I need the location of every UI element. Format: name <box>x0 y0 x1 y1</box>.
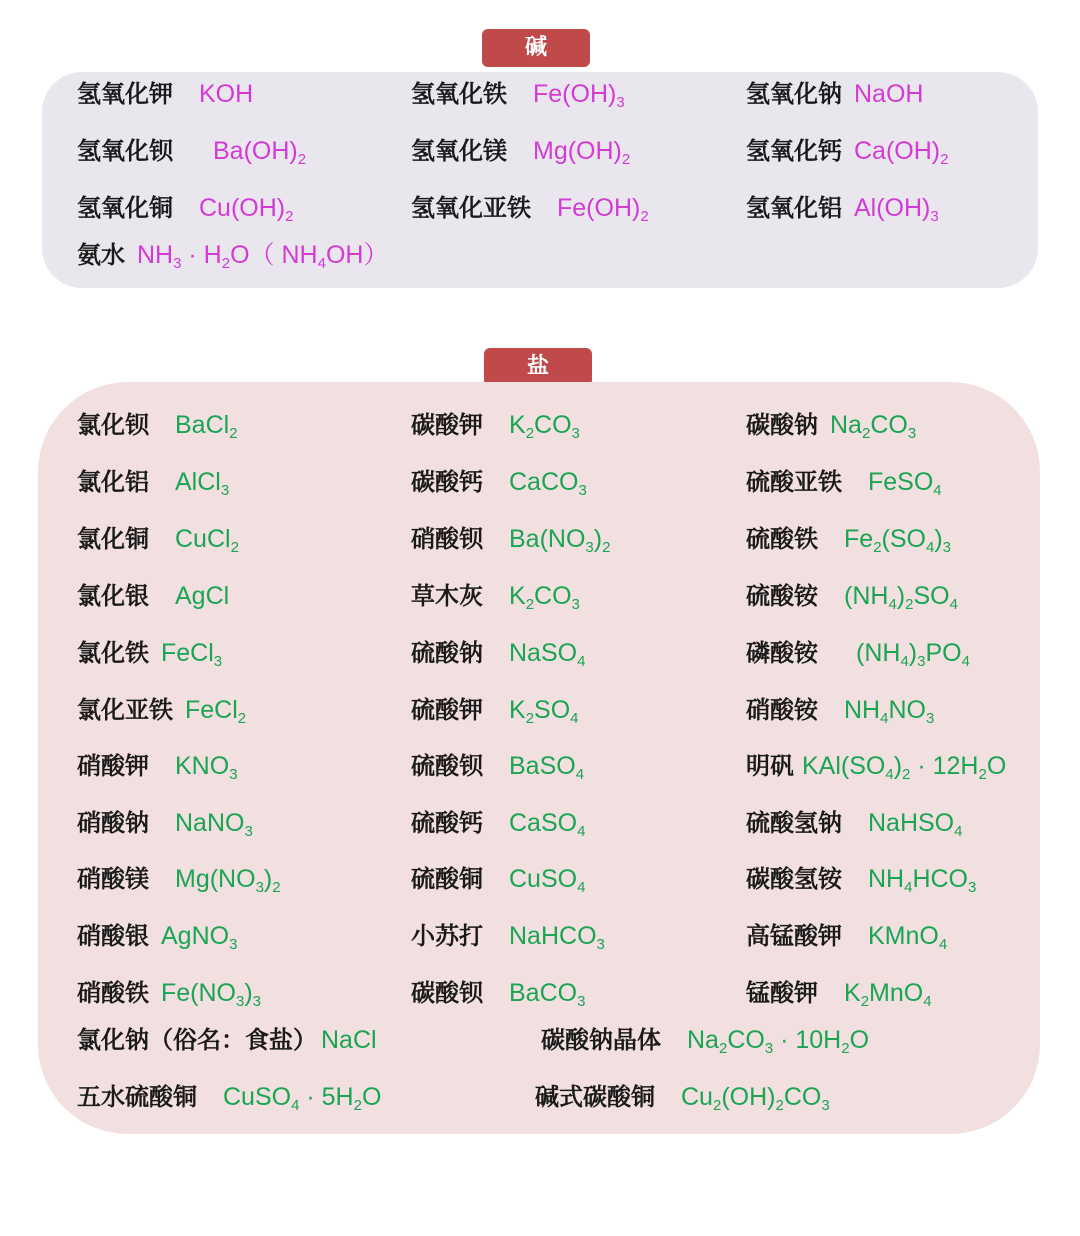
formula-text: O（ NH <box>230 241 318 269</box>
formula-text: NaHSO <box>868 809 955 837</box>
formula-text: Fe <box>844 525 874 553</box>
formula-text: MnO <box>869 979 924 1007</box>
formula-subscript: 4 <box>904 879 913 896</box>
formula-text: K <box>509 582 526 610</box>
salts-entry <box>411 638 585 668</box>
formula-subscript: 4 <box>961 653 970 670</box>
chemical-formula <box>509 525 611 556</box>
compound-name: 硝酸铁 <box>77 979 149 1007</box>
formula-text: FeCl <box>185 696 238 724</box>
formula-text: OH） <box>325 241 389 269</box>
formula-subscript: 4 <box>570 710 579 727</box>
compound-name: 硝酸钾 <box>77 752 149 780</box>
salts-entry <box>77 1025 377 1055</box>
formula-text: NaNO <box>175 809 245 837</box>
salts-entry <box>77 467 229 497</box>
chemical-formula <box>868 468 942 499</box>
formula-text: O <box>361 1083 382 1111</box>
formula-text: Cu <box>681 1083 713 1111</box>
formula-text: Mg(OH) <box>533 137 622 165</box>
compound-name: 硝酸铵 <box>746 696 818 724</box>
formula-subscript: 3 <box>236 993 245 1010</box>
formula-text: (SO <box>881 525 926 553</box>
salts-entry <box>746 410 916 440</box>
formula-text: NaCl <box>321 1026 377 1054</box>
chemical-formula <box>830 411 917 442</box>
chemical-formula <box>509 639 586 670</box>
bases-entry <box>746 136 948 166</box>
salts-entry <box>77 921 237 951</box>
formula-subscript: 3 <box>968 879 977 896</box>
formula-text: O <box>849 1026 870 1054</box>
formula-text: KNO <box>175 752 230 780</box>
formula-subscript: 4 <box>954 823 963 840</box>
chemical-formula <box>868 865 977 896</box>
formula-subscript: 4 <box>933 482 942 499</box>
bases-section-tag: 碱 <box>482 29 590 67</box>
compound-name: 硝酸钡 <box>411 525 483 553</box>
bases-entry <box>77 79 253 109</box>
chemical-formula <box>856 639 970 670</box>
chemical-formula <box>199 194 294 225</box>
formula-subscript: 4 <box>885 766 894 783</box>
formula-subscript: 2 <box>602 539 611 556</box>
salts-entry <box>411 751 584 781</box>
salts-entry <box>77 638 222 668</box>
bases-entry <box>746 79 923 109</box>
formula-subscript: 2 <box>285 208 294 225</box>
salts-entry <box>411 524 610 554</box>
formula-text: SO <box>913 582 950 610</box>
formula-text: K <box>844 979 861 1007</box>
formula-subscript: 4 <box>888 596 897 613</box>
formula-subscript: 2 <box>640 208 649 225</box>
formula-subscript: 3 <box>173 255 182 272</box>
compound-name: 氯化钡 <box>77 411 149 439</box>
compound-name: 硫酸钙 <box>411 809 483 837</box>
formula-text: CuCl <box>175 525 231 553</box>
formula-subscript: 2 <box>237 710 247 727</box>
formula-subscript: 4 <box>317 255 326 272</box>
chemical-formula <box>509 468 587 499</box>
chemical-formula <box>509 865 586 896</box>
formula-subscript: 3 <box>577 993 586 1010</box>
compound-name: 氢氧化钡 <box>77 137 173 165</box>
compound-name: 硝酸钠 <box>77 809 149 837</box>
compound-name: 碳酸钠 <box>746 411 818 439</box>
formula-subscript: 3 <box>571 596 580 613</box>
chemical-formula <box>509 696 579 727</box>
chemical-formula <box>509 582 580 613</box>
compound-name: 小苏打 <box>411 922 483 950</box>
compound-name: 锰酸钾 <box>746 979 818 1007</box>
salts-entry <box>77 695 246 725</box>
formula-text: BaCO <box>509 979 578 1007</box>
chemical-formula <box>161 922 238 953</box>
formula-text: NO <box>888 696 926 724</box>
chemical-formula <box>175 525 239 556</box>
formula-subscript: 2 <box>297 151 307 168</box>
salts-entry <box>411 410 580 440</box>
compound-name: 氢氧化钠 <box>746 80 842 108</box>
formula-subscript: 2 <box>905 596 914 613</box>
formula-text: Ba(NO <box>509 525 586 553</box>
chemical-formula <box>321 1026 377 1054</box>
compound-name: 碳酸钙 <box>411 468 483 496</box>
formula-text: SO <box>534 696 571 724</box>
formula-subscript: 4 <box>949 596 958 613</box>
formula-text: O <box>986 752 1007 780</box>
salts-entry <box>746 864 976 894</box>
chemical-formula <box>681 1083 830 1114</box>
formula-subscript: 4 <box>925 539 935 556</box>
chemical-formula <box>223 1083 382 1114</box>
chemical-formula <box>175 468 230 499</box>
formula-subscript: 4 <box>577 823 586 840</box>
compound-name: 硝酸镁 <box>77 865 149 893</box>
salts-entry <box>77 978 261 1008</box>
formula-subscript: 3 <box>571 425 580 442</box>
chemical-formula <box>509 922 605 953</box>
compound-name: 硫酸亚铁 <box>746 468 842 496</box>
formula-text: Na <box>830 411 862 439</box>
formula-text: · 10H <box>773 1026 842 1054</box>
formula-subscript: 3 <box>764 1040 774 1057</box>
salts-entry <box>411 467 587 497</box>
formula-subscript: 2 <box>229 425 238 442</box>
formula-text: ) <box>263 865 273 893</box>
compound-name: 硫酸铜 <box>411 865 483 893</box>
formula-text: CuSO <box>223 1083 292 1111</box>
formula-subscript: 2 <box>353 1097 362 1114</box>
salts-entry <box>411 978 585 1008</box>
compound-name: 磷酸铵 <box>746 639 818 667</box>
chemical-formula <box>185 696 247 727</box>
chemical-formula <box>687 1026 870 1057</box>
compound-name: 氢氧化铝 <box>746 194 842 222</box>
compound-name: 硫酸铵 <box>746 582 818 610</box>
formula-text: ) <box>896 582 906 610</box>
formula-text: NH <box>868 865 905 893</box>
formula-subscript: 2 <box>775 1097 784 1114</box>
formula-subscript: 3 <box>585 539 594 556</box>
salts-entry <box>746 695 934 725</box>
formula-subscript: 2 <box>902 766 911 783</box>
bases-entry <box>77 193 293 223</box>
salts-entry <box>746 978 932 1008</box>
chemical-formula <box>175 809 253 840</box>
chemical-formula <box>868 922 948 953</box>
formula-text: Fe(OH) <box>557 194 641 222</box>
salts-entry <box>411 581 580 611</box>
salts-entry <box>411 921 605 951</box>
bases-entry <box>746 193 939 223</box>
chemical-formula <box>509 752 585 783</box>
formula-text: FeCl <box>161 639 214 667</box>
bases-entry <box>411 193 649 223</box>
salts-section-tag: 盐 <box>484 348 592 386</box>
salts-entry <box>746 808 962 838</box>
formula-subscript: 3 <box>244 823 253 840</box>
formula-text: NaOH <box>854 80 924 108</box>
formula-text: ) <box>934 525 943 553</box>
formula-subscript: 3 <box>220 482 230 499</box>
salts-entry <box>77 808 253 838</box>
chemical-formula <box>509 979 586 1010</box>
formula-text: · H <box>181 241 222 269</box>
formula-subscript: 4 <box>575 766 585 783</box>
formula-subscript: 2 <box>230 539 239 556</box>
salts-entry <box>77 524 239 554</box>
formula-subscript: 3 <box>942 539 951 556</box>
formula-text: Cu(OH) <box>199 194 286 222</box>
formula-text: CO <box>783 1083 822 1111</box>
salts-entry <box>746 467 942 497</box>
formula-text: · 12H <box>910 752 979 780</box>
formula-text: BaSO <box>509 752 576 780</box>
salts-entry <box>77 864 281 894</box>
salts-entry <box>746 638 970 668</box>
formula-text: CaCO <box>509 468 579 496</box>
formula-subscript: 2 <box>221 255 231 272</box>
compound-name: 草木灰 <box>411 582 483 610</box>
compound-name: 氢氧化钾 <box>77 80 173 108</box>
formula-text: ) <box>908 639 918 667</box>
salts-entry <box>535 1082 830 1112</box>
salts-entry <box>411 864 585 894</box>
formula-text: KMnO <box>868 922 939 950</box>
compound-name: 氨水 <box>77 241 125 269</box>
compound-name: 氢氧化铜 <box>77 194 173 222</box>
chemical-formula <box>844 979 932 1010</box>
formula-text: HCO <box>912 865 969 893</box>
formula-text: (OH) <box>721 1083 776 1111</box>
compound-name: 碱式碳酸铜 <box>535 1083 655 1111</box>
chemical-formula <box>161 979 262 1010</box>
formula-text: NH <box>137 241 174 269</box>
formula-subscript: 3 <box>616 94 625 111</box>
chemical-formula <box>557 194 649 225</box>
formula-subscript: 2 <box>873 539 882 556</box>
chemical-formula <box>533 80 625 111</box>
formula-text: ) <box>593 525 603 553</box>
formula-subscript: 2 <box>841 1040 850 1057</box>
formula-text: AlCl <box>175 468 221 496</box>
formula-text: NH <box>844 696 881 724</box>
chemical-formula <box>175 582 229 610</box>
chemical-formula <box>844 525 951 556</box>
formula-text: Fe(NO <box>161 979 236 1007</box>
compound-name: 氯化银 <box>77 582 149 610</box>
formula-subscript: 2 <box>940 151 949 168</box>
formula-text: AgNO <box>161 922 230 950</box>
chemical-formula <box>213 137 307 168</box>
salts-entry <box>541 1025 869 1055</box>
formula-subscript: 4 <box>923 993 932 1010</box>
formula-subscript: 4 <box>291 1097 300 1114</box>
formula-subscript: 3 <box>907 425 917 442</box>
formula-subscript: 2 <box>525 596 535 613</box>
formula-text: NaHCO <box>509 922 597 950</box>
compound-name: 氢氧化铁 <box>411 80 507 108</box>
compound-name: 碳酸钡 <box>411 979 483 1007</box>
chemical-formula <box>175 865 281 896</box>
formula-subscript: 2 <box>861 425 871 442</box>
chemical-formula <box>175 752 238 783</box>
compound-name: 硝酸银 <box>77 922 149 950</box>
chemical-formula <box>161 639 223 670</box>
formula-subscript: 4 <box>577 879 586 896</box>
salts-entry <box>77 1082 381 1112</box>
bases-entry <box>411 79 625 109</box>
compound-name: 氯化亚铁 <box>77 696 173 724</box>
formula-text: CuSO <box>509 865 578 893</box>
chemical-formula <box>533 137 631 168</box>
formula-subscript: 2 <box>860 993 870 1010</box>
formula-subscript: 2 <box>978 766 987 783</box>
chemical-formula <box>868 809 963 840</box>
formula-subscript: 3 <box>917 653 926 670</box>
compound-name: 明矾 <box>746 752 794 780</box>
chemical-formula <box>509 809 586 840</box>
formula-subscript: 2 <box>712 1097 722 1114</box>
formula-text: Mg(NO <box>175 865 256 893</box>
formula-text: K <box>509 696 526 724</box>
salts-entry <box>77 581 229 611</box>
formula-text: AgCl <box>175 582 230 610</box>
formula-subscript: 3 <box>578 482 587 499</box>
compound-name: 氯化钠（俗名：食盐） <box>77 1026 317 1054</box>
formula-subscript: 2 <box>525 710 535 727</box>
compound-name: 氯化铁 <box>77 639 149 667</box>
formula-subscript: 3 <box>252 993 262 1010</box>
formula-subscript: 3 <box>213 653 223 670</box>
salts-entry <box>411 808 585 838</box>
formula-text: CO <box>727 1026 765 1054</box>
salts-entry <box>746 921 947 951</box>
compound-name: 氯化铝 <box>77 468 149 496</box>
formula-text: CO <box>534 582 572 610</box>
salts-entry <box>77 410 238 440</box>
formula-subscript: 4 <box>577 653 586 670</box>
chemical-formula <box>175 411 238 442</box>
chemical-formula <box>854 137 949 168</box>
formula-text: ) <box>244 979 253 1007</box>
compound-name: 碳酸钾 <box>411 411 483 439</box>
formula-subscript: 2 <box>272 879 281 896</box>
formula-text: CO <box>534 411 572 439</box>
compound-name: 硫酸氢钠 <box>746 809 842 837</box>
salts-entry <box>746 751 1006 781</box>
formula-text: (NH <box>856 639 901 667</box>
formula-text: ) <box>893 752 903 780</box>
chemical-formula <box>509 411 580 442</box>
compound-name: 硫酸钠 <box>411 639 483 667</box>
compound-name: 碳酸氢铵 <box>746 865 842 893</box>
formula-subscript: 3 <box>229 936 238 953</box>
formula-text: (NH <box>844 582 889 610</box>
formula-subscript: 3 <box>255 879 264 896</box>
formula-subscript: 3 <box>925 710 935 727</box>
formula-subscript: 3 <box>596 936 605 953</box>
formula-text: · 5H <box>299 1083 354 1111</box>
formula-text: Ca(OH) <box>854 137 941 165</box>
compound-name: 硫酸钡 <box>411 752 483 780</box>
compound-name: 五水硫酸铜 <box>77 1083 197 1111</box>
formula-subscript: 3 <box>229 766 238 783</box>
formula-text: Ba(OH) <box>213 137 298 165</box>
formula-subscript: 2 <box>718 1040 728 1057</box>
formula-text: CO <box>870 411 908 439</box>
salts-entry <box>746 581 958 611</box>
chemical-formula <box>844 696 935 727</box>
formula-text: KOH <box>199 80 254 108</box>
compound-name: 硫酸铁 <box>746 525 818 553</box>
chemical-formula <box>844 582 958 613</box>
bases-entry <box>411 136 630 166</box>
bases-entry <box>77 136 306 166</box>
compound-name: 碳酸钠晶体 <box>541 1026 661 1054</box>
compound-name: 硫酸钾 <box>411 696 483 724</box>
compound-name: 氢氧化镁 <box>411 137 507 165</box>
formula-text: K <box>509 411 526 439</box>
formula-subscript: 2 <box>525 425 535 442</box>
compound-name: 氢氧化钙 <box>746 137 842 165</box>
chemical-formula <box>137 241 389 272</box>
formula-text: CaSO <box>509 809 578 837</box>
bases-entry <box>77 240 388 270</box>
salts-entry <box>77 751 238 781</box>
chemical-formula <box>854 80 923 108</box>
formula-text: NaSO <box>509 639 578 667</box>
formula-subscript: 4 <box>938 936 948 953</box>
salts-entry <box>411 695 579 725</box>
compound-name: 氯化铜 <box>77 525 149 553</box>
formula-subscript: 2 <box>621 151 631 168</box>
formula-subscript: 3 <box>821 1097 830 1114</box>
compound-name: 氢氧化亚铁 <box>411 194 531 222</box>
salts-entry <box>746 524 951 554</box>
compound-name: 高锰酸钾 <box>746 922 842 950</box>
formula-text: PO <box>925 639 962 667</box>
chemical-formula <box>854 194 939 225</box>
formula-text: Na <box>687 1026 719 1054</box>
formula-text: Al(OH) <box>854 194 931 222</box>
chemical-formula <box>199 80 253 108</box>
formula-subscript: 4 <box>880 710 889 727</box>
formula-text: FeSO <box>868 468 934 496</box>
formula-subscript: 4 <box>900 653 909 670</box>
formula-subscript: 3 <box>930 208 939 225</box>
formula-text: BaCl <box>175 411 230 439</box>
chemical-formula <box>802 752 1007 783</box>
formula-text: KAl(SO <box>802 752 886 780</box>
formula-text: Fe(OH) <box>533 80 617 108</box>
